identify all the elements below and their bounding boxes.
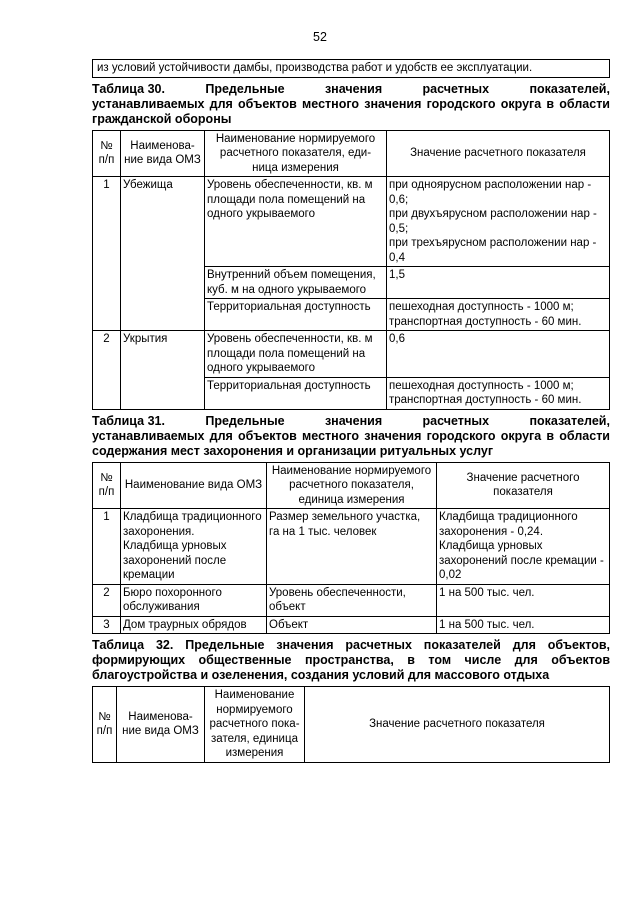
column-header: Наименование нормируемого расчетного показателя, еди- ница измерения	[205, 130, 387, 177]
row-number: 3	[93, 616, 121, 634]
row-number: 2	[93, 584, 121, 616]
column-header: Наименование нормируемого расчетного показателя, единица измерения	[267, 462, 437, 509]
indicator-value: пешеходная доступность - 1000 м; транспортная доступность - 60 мин.	[387, 377, 610, 409]
indicator-value: 1 на 500 тыс. чел.	[437, 616, 610, 634]
table30-caption-word: расчетных	[422, 81, 490, 96]
indicator-value: Кладбища традиционного захоронения - 0,24. Кладбища урновых захоронений после кремации - 0,02	[437, 509, 610, 585]
indicator-value: при одноярусном расположении нар - 0,6; при двухъярусном расположении нар - 0,5; при трехъярусном расположении нар - 0,4	[387, 177, 610, 267]
table-row	[93, 584, 610, 616]
indicator-name: Территориальная доступность	[205, 299, 387, 331]
column-header: Наименова- ние вида ОМЗ	[121, 130, 205, 177]
omz-name: Кладбища традиционного захоронения. Кладбища урновых захоронений после кремации	[121, 509, 267, 585]
table-row	[93, 177, 610, 267]
table30-caption-word: Предельные	[205, 81, 285, 96]
indicator-name: Объект	[267, 616, 437, 634]
table30-caption-word: показателей,	[529, 81, 610, 96]
table31-caption-word: показателей,	[529, 413, 610, 428]
indicator-name: Внутренний объем помещения, куб. м на одного укрываемого	[205, 267, 387, 299]
table31-caption-word: Предельные	[205, 413, 285, 428]
indicator-value: 0,6	[387, 331, 610, 378]
table30	[92, 130, 610, 410]
table30-caption-word: значения	[324, 81, 383, 96]
page-number: 52	[313, 30, 327, 44]
column-header: Значение расчетного показателя	[387, 130, 610, 177]
table-header-row	[93, 687, 610, 763]
column-header: Значение расчетного показателя	[437, 462, 610, 509]
column-header: Наименование вида ОМЗ	[121, 462, 267, 509]
row-number: 2	[93, 331, 121, 410]
indicator-name: Территориальная доступность	[205, 377, 387, 409]
omz-name: Бюро похоронного обслуживания	[121, 584, 267, 616]
indicator-name: Размер земельного участка, га на 1 тыс. человек	[267, 509, 437, 585]
indicator-name: Уровень обеспеченности, кв. м площади пола помещений на одного укрываемого	[205, 177, 387, 267]
table31-caption-word: Таблица 31.	[92, 413, 165, 428]
column-header: Наименова- ние вида ОМЗ	[117, 687, 205, 763]
table32-caption: Таблица 32. Предельные значения расчетных показателей для объектов, формирующих общественные пространства, в том числе для объектов благоустройства и озеленения, создания условий для массового отдыха	[92, 638, 610, 682]
indicator-value: пешеходная доступность - 1000 м; транспортная доступность - 60 мин.	[387, 299, 610, 331]
omz-name: Дом траурных обрядов	[121, 616, 267, 634]
table31-caption	[92, 414, 610, 459]
column-header: № п/п	[93, 130, 121, 177]
column-header: № п/п	[93, 687, 117, 763]
table30-caption-rest: устанавливаемых для объектов местного значения городского округа в области гражданской обороны	[92, 96, 610, 126]
table30-caption	[92, 82, 610, 127]
table31-caption-word: расчетных	[422, 413, 490, 428]
indicator-value: 1,5	[387, 267, 610, 299]
table-row	[93, 331, 610, 378]
table30-caption-word: Таблица 30.	[92, 81, 165, 96]
row-number: 1	[93, 177, 121, 331]
indicator-value: 1 на 500 тыс. чел.	[437, 584, 610, 616]
table31	[92, 462, 610, 635]
column-header: № п/п	[93, 462, 121, 509]
table-header-row	[93, 462, 610, 509]
carry-over-text: из условий устойчивости дамбы, производства работ и удобств ее эксплуатации.	[93, 60, 610, 78]
table32	[92, 686, 610, 763]
row-number: 1	[93, 509, 121, 585]
omz-name: Убежища	[121, 177, 205, 331]
table31-caption-rest: устанавливаемых для объектов местного значения городского округа в области содержания мест захоронения и организации ритуальных услуг	[92, 428, 610, 458]
column-header: Значение расчетного показателя	[305, 687, 610, 763]
indicator-name: Уровень обеспеченности, кв. м площади пола помещений на одного укрываемого	[205, 331, 387, 378]
column-header: Наименование нормируемого расчетного пока- зателя, единица измерения	[205, 687, 305, 763]
carry-over-table	[92, 59, 610, 78]
table-row	[93, 616, 610, 634]
table-header-row	[93, 130, 610, 177]
page-content	[92, 59, 610, 763]
table-row	[93, 509, 610, 585]
table31-caption-word: значения	[324, 413, 383, 428]
indicator-name: Уровень обеспеченности, объект	[267, 584, 437, 616]
omz-name: Укрытия	[121, 331, 205, 410]
